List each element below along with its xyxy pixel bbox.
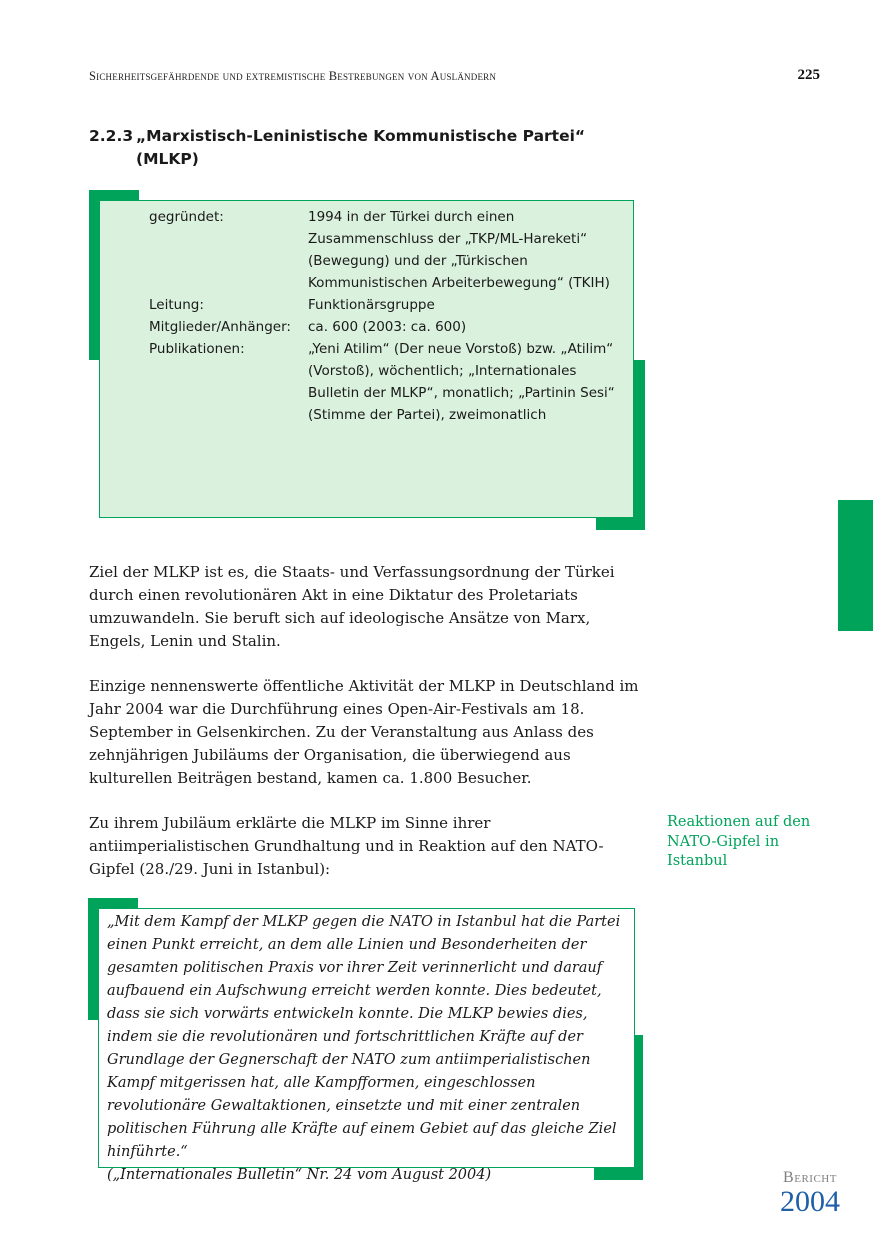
margin-note: Reaktionen auf den NATO-Gipfel in Istanbul xyxy=(667,814,811,869)
fact-row-leadership xyxy=(149,294,629,316)
fact-row-publications xyxy=(149,338,629,426)
quote-text xyxy=(107,911,627,1187)
page-number: 225 xyxy=(797,67,820,83)
report-word: Bericht xyxy=(783,1169,837,1186)
section-title-abbrev: (MLKP) xyxy=(136,150,199,168)
section-heading xyxy=(89,125,629,171)
fact-value: Funktionärsgruppe xyxy=(308,297,435,313)
report-year: 2004 xyxy=(780,1185,840,1218)
side-tab-marker xyxy=(838,500,873,631)
fact-row-members xyxy=(149,316,629,338)
quote-box xyxy=(98,908,635,1183)
fact-label: Mitglieder/Anhänger: xyxy=(149,319,291,335)
fact-box xyxy=(99,200,634,518)
fact-label: Publikationen: xyxy=(149,341,245,357)
quote-source: („Internationales Bulletin“ Nr. 24 vom August 2004) xyxy=(107,1167,492,1183)
fact-value: ca. 600 (2003: ca. 600) xyxy=(308,319,467,335)
fact-value: 1994 in der Türkei durch einen Zusammenschluss der „TKP/ML-Hareketi“ (Bewegung) und der „Türkischen Kommunistischen Arbeiterbewegung“ (TKIH) xyxy=(308,209,610,291)
body-paragraph-goal: Ziel der MLKP ist es, die Staats- und Verfassungsordnung der Türkei durch einen revolutionären Akt in eine Diktatur des Proletariats umzuwandeln. Sie beruft sich auf ideologische Ansätze von Marx, Engels, Lenin und Stalin. xyxy=(89,563,615,650)
body-paragraph-festival: Einzige nennenswerte öffentliche Aktivität der MLKP in Deutschland im Jahr 2004 war die Durchführung eines Open-Air-Festivals am 18. September in Gelsenkirchen. Zu der Veranstaltung aus Anlass des zehnjährigen Jubiläums der Organisation, die überwiegend aus kulturellen Beiträgen bestand, kamen ca. 1.800 Besucher. xyxy=(89,677,639,787)
fact-label: Leitung: xyxy=(149,297,204,313)
section-number: 2.2.3 xyxy=(89,127,134,145)
body-paragraph-jubilee: Zu ihrem Jubiläum erklärte die MLKP im Sinne ihrer antiimperialistischen Grundhaltung und in Reaktion auf den NATO-Gipfel (28./29. Juni in Istanbul): xyxy=(89,814,604,878)
fact-label: gegründet: xyxy=(149,209,224,225)
fact-row-founded xyxy=(149,206,629,294)
report-badge xyxy=(770,1168,850,1216)
running-header: Sicherheitsgefährdende und extremistische Bestrebungen von Ausländern xyxy=(89,69,497,83)
fact-value: „Yeni Atilim“ (Der neue Vorstoß) bzw. „Atilim“ (Vorstoß), wöchentlich; „Internationales Bulletin der MLKP“, monatlich; „Partinin Sesi“ (Stimme der Partei), zweimonatlich xyxy=(308,341,615,423)
fact-table xyxy=(149,206,629,426)
quote-body: „Mit dem Kampf der MLKP gegen die NATO in Istanbul hat die Partei einen Punkt erreicht, an dem alle Linien und Besonderheiten der gesamten politischen Praxis vor ihrer Zeit verinnerlicht und darauf aufbauend ein Aufschwung erreicht werden konnte. Dies bedeutet, dass sie sich vorwärts entwickeln konnte. Die MLKP bewies dies, indem sie die revolutionären und fortschrittlichen Kräfte auf der Grundlage der Gegnerschaft der NATO zum antiimperialistischen Kampf mitgerissen hat, alle Kampfformen, eingeschlossen revolutionäre Gewaltaktionen, einsetzte und mit einer zentralen politischen Führung alle Kräfte auf einem Gebiet auf das gleiche Ziel hinführte.“ xyxy=(107,914,621,1160)
section-title: „Marxistisch-Leninistische Kommunistische Partei“ xyxy=(136,127,586,145)
